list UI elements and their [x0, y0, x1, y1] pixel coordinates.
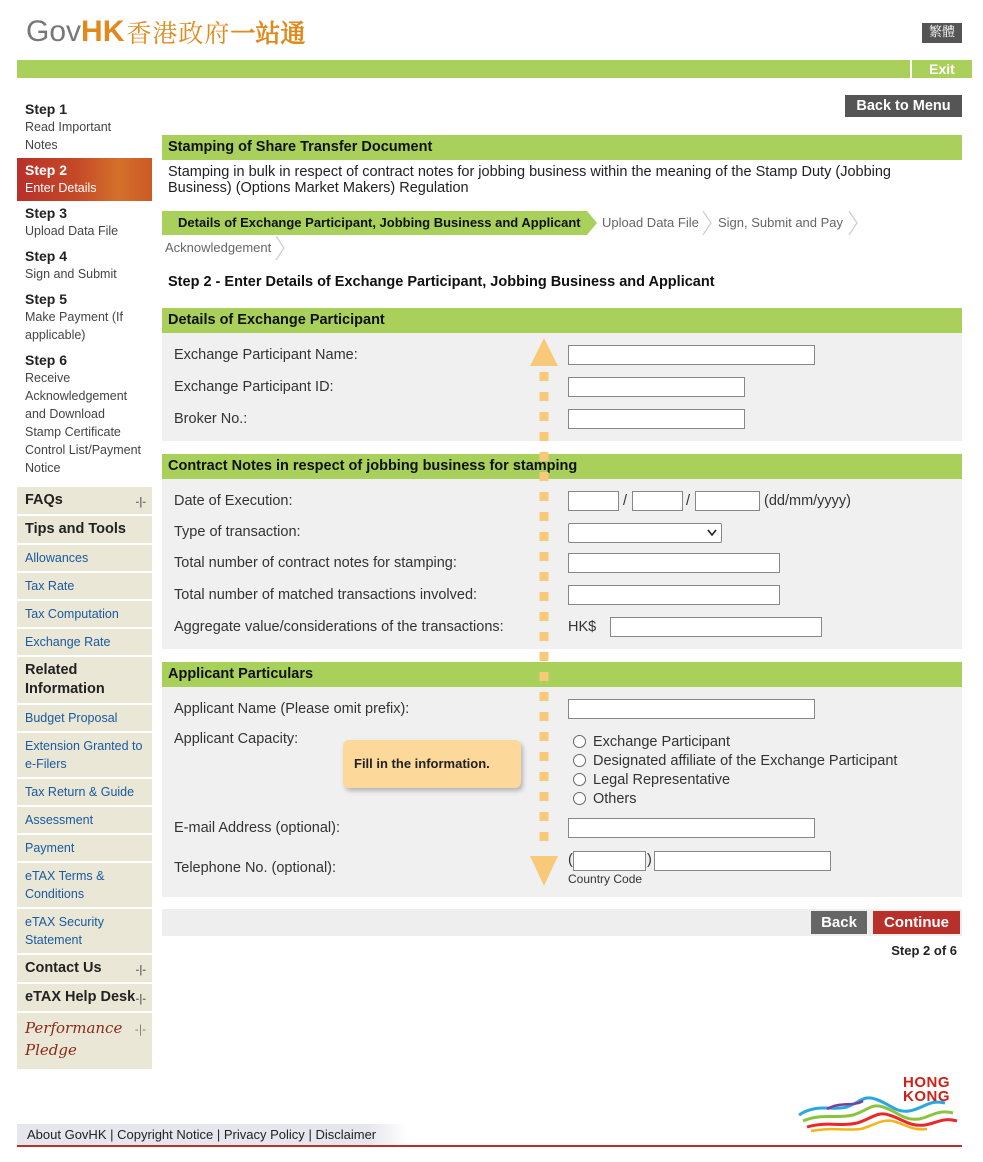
sidebar-item-extension[interactable]: Extension Granted to e-Filers: [17, 733, 152, 779]
paren-open: (: [568, 852, 573, 868]
capacity-option-label: Exchange Participant: [593, 734, 731, 750]
section-header-exchange: Details of Exchange Participant: [162, 308, 962, 333]
sidebar-step-3: [17, 201, 152, 244]
sidebar-item-tax-return[interactable]: Tax Return & Guide: [17, 779, 152, 807]
date-format-hint: (dd/mm/yyyy): [764, 493, 851, 509]
capacity-option-label: Designated affiliate of the Exchange Participant: [593, 753, 898, 769]
step-number: Step 6: [25, 352, 68, 368]
side-menu: [17, 487, 152, 1069]
breadcrumb-step-details: Details of Exchange Participant, Jobbing Business and Applicant: [162, 211, 587, 235]
breadcrumb-step-ack: Acknowledgement: [165, 240, 272, 255]
broker-no-input[interactable]: [568, 409, 745, 429]
chevron-right-icon: [848, 211, 858, 235]
sidebar-step-5: [17, 287, 152, 348]
exchange-name-label: Exchange Participant Name:: [174, 347, 358, 363]
sidebar-item-security[interactable]: eTAX Security Statement: [17, 909, 152, 955]
applicant-name-input[interactable]: [568, 699, 815, 719]
footer-separator: |: [308, 1127, 312, 1142]
applicant-name-label: Applicant Name (Please omit prefix):: [174, 701, 410, 717]
instruction-tooltip: Fill in the information.: [343, 740, 521, 788]
footer-link-copyright[interactable]: Copyright Notice: [117, 1127, 214, 1142]
paren-close: ): [647, 852, 652, 868]
back-to-menu-button[interactable]: Back to Menu: [845, 95, 962, 117]
sidebar-item-label: FAQs: [25, 492, 63, 508]
progress-breadcrumb: [162, 211, 962, 261]
date-year-input[interactable]: [695, 491, 760, 511]
capacity-radio-legal[interactable]: [573, 773, 586, 786]
sidebar-step-2: [17, 158, 152, 201]
sidebar-item-label: eTAX Help Desk: [25, 989, 136, 1005]
step-number: Step 5: [25, 291, 68, 307]
capacity-radio-affiliate[interactable]: [573, 754, 586, 767]
capacity-radio-exchange[interactable]: [573, 735, 586, 748]
chevron-down-icon: [707, 529, 717, 537]
date-day-input[interactable]: [568, 491, 619, 511]
back-button[interactable]: Back: [811, 911, 867, 934]
date-month-input[interactable]: [632, 491, 683, 511]
hk-logo-line1: HONG: [903, 1074, 950, 1091]
expand-icon[interactable]: -|-: [135, 496, 146, 508]
exchange-name-input[interactable]: [568, 345, 815, 365]
capacity-option-label: Legal Representative: [593, 772, 731, 788]
sidebar-heading-related: Related Information: [17, 657, 152, 705]
country-code-hint: Country Code: [568, 872, 643, 886]
sidebar-item-budget-proposal[interactable]: Budget Proposal: [17, 705, 152, 733]
sidebar-item-help-desk[interactable]: [17, 984, 152, 1013]
expand-icon[interactable]: -|-: [135, 993, 146, 1005]
logo-gov-text: Gov: [26, 15, 82, 48]
section-header-applicant: Applicant Particulars: [162, 662, 962, 687]
step-number: Step 2: [25, 162, 68, 178]
sidebar-item-assessment[interactable]: Assessment: [17, 807, 152, 835]
date-separator: /: [686, 493, 691, 509]
currency-label: HK$: [568, 619, 597, 635]
sidebar-step-1: [17, 97, 152, 158]
hong-kong-wordmark: [903, 1076, 950, 1104]
continue-button[interactable]: Continue: [873, 911, 960, 934]
transaction-type-label: Type of transaction:: [174, 524, 301, 540]
capacity-radio-others[interactable]: [573, 792, 586, 805]
exit-button[interactable]: Exit: [912, 60, 972, 78]
sidebar-item-tax-computation[interactable]: Tax Computation: [17, 601, 152, 629]
step-number: Step 4: [25, 248, 68, 264]
expand-icon[interactable]: -|-: [135, 964, 146, 976]
step-number: Step 3: [25, 205, 68, 221]
header-bar: [17, 60, 910, 78]
footer-separator: |: [216, 1127, 221, 1142]
breadcrumb-step-sign: Sign, Submit and Pay: [718, 215, 844, 230]
step-description: Enter Details: [25, 181, 97, 195]
step-description: Receive Acknowledgement and Download Stamp Certificate Control List/Payment Notice: [25, 371, 142, 475]
aggregate-value-input[interactable]: [610, 617, 822, 637]
sidebar-item-label: Contact Us: [25, 960, 102, 976]
telephone-input[interactable]: [654, 851, 831, 871]
govhk-logo[interactable]: [26, 14, 305, 50]
transaction-type-select[interactable]: [568, 523, 722, 543]
step-description: Upload Data File: [25, 224, 119, 238]
performance-pledge-label: Performance Pledge: [25, 1019, 123, 1059]
hk-logo-line2: KONG: [903, 1088, 950, 1105]
sidebar-item-exchange-rate[interactable]: Exchange Rate: [17, 629, 152, 657]
exchange-id-input[interactable]: [568, 377, 745, 397]
breadcrumb-step-upload: Upload Data File: [602, 215, 699, 230]
country-code-input[interactable]: [573, 851, 646, 871]
sidebar-heading-tips: Tips and Tools: [17, 516, 152, 545]
page-subtitle: Stamping in bulk in respect of contract notes for jobbing business within the meaning of the Stamp Duty (Jobbing Business) (Options Market Makers) Regulation: [168, 164, 891, 196]
sidebar-item-payment[interactable]: Payment: [17, 835, 152, 863]
language-toggle-button[interactable]: 繁體: [922, 23, 962, 43]
exchange-participant-panel: [162, 333, 962, 441]
step-number: Step 1: [25, 101, 68, 117]
email-label: E-mail Address (optional):: [174, 820, 341, 836]
contract-notes-panel: [162, 479, 962, 649]
footer-link-privacy[interactable]: Privacy Policy: [223, 1127, 305, 1142]
sidebar: [17, 97, 152, 1069]
telephone-label: Telephone No. (optional):: [174, 860, 337, 876]
footer-divider: [17, 1145, 962, 1147]
step-description: Sign and Submit: [25, 267, 117, 281]
page-title: Stamping of Share Transfer Document: [162, 135, 962, 160]
total-notes-input[interactable]: [568, 553, 780, 573]
sidebar-step-6: [17, 348, 152, 481]
sidebar-item-contact[interactable]: [17, 955, 152, 984]
chevron-right-icon: [275, 236, 285, 260]
broker-no-label: Broker No.:: [174, 411, 248, 427]
total-matched-label: Total number of matched transactions involved:: [174, 587, 478, 603]
sidebar-item-faqs[interactable]: [17, 487, 152, 516]
applicant-panel: [162, 687, 962, 897]
sidebar-item-allowances[interactable]: Allowances: [17, 545, 152, 573]
section-header-contract-notes: Contract Notes in respect of jobbing business for stamping: [162, 454, 962, 479]
sidebar-item-terms[interactable]: eTAX Terms & Conditions: [17, 863, 152, 909]
applicant-capacity-label: Applicant Capacity:: [174, 731, 299, 747]
aggregate-value-label: Aggregate value/considerations of the transactions:: [174, 619, 504, 635]
date-execution-label: Date of Execution:: [174, 493, 293, 509]
total-matched-input[interactable]: [568, 585, 780, 605]
footer-separator: |: [110, 1127, 114, 1142]
step-counter: Step 2 of 6: [891, 943, 957, 958]
total-notes-label: Total number of contract notes for stamping:: [174, 555, 457, 571]
logo-cn2-text: 一站通: [230, 19, 306, 48]
step-description: Read Important Notes: [25, 120, 112, 152]
sidebar-step-4: [17, 244, 152, 287]
footer-link-disclaimer[interactable]: Disclaimer: [315, 1127, 377, 1142]
logo-hk-text: HK: [81, 15, 125, 48]
logo-cn-text: 香港政府: [126, 19, 231, 48]
sidebar-item-performance-pledge[interactable]: [17, 1013, 152, 1069]
double-arrow-icon: [526, 336, 562, 888]
step-heading: Step 2 - Enter Details of Exchange Participant, Jobbing Business and Applicant: [168, 274, 715, 290]
footer-links: [17, 1124, 407, 1145]
step-description: Make Payment (If applicable): [25, 310, 123, 342]
capacity-option-label: Others: [593, 791, 637, 807]
email-input[interactable]: [568, 818, 815, 838]
date-separator: /: [623, 493, 628, 509]
footer-link-about[interactable]: About GovHK: [27, 1127, 107, 1142]
sidebar-item-tax-rate[interactable]: Tax Rate: [17, 573, 152, 601]
exchange-id-label: Exchange Participant ID:: [174, 379, 334, 395]
expand-icon[interactable]: -|-: [134, 1023, 146, 1036]
